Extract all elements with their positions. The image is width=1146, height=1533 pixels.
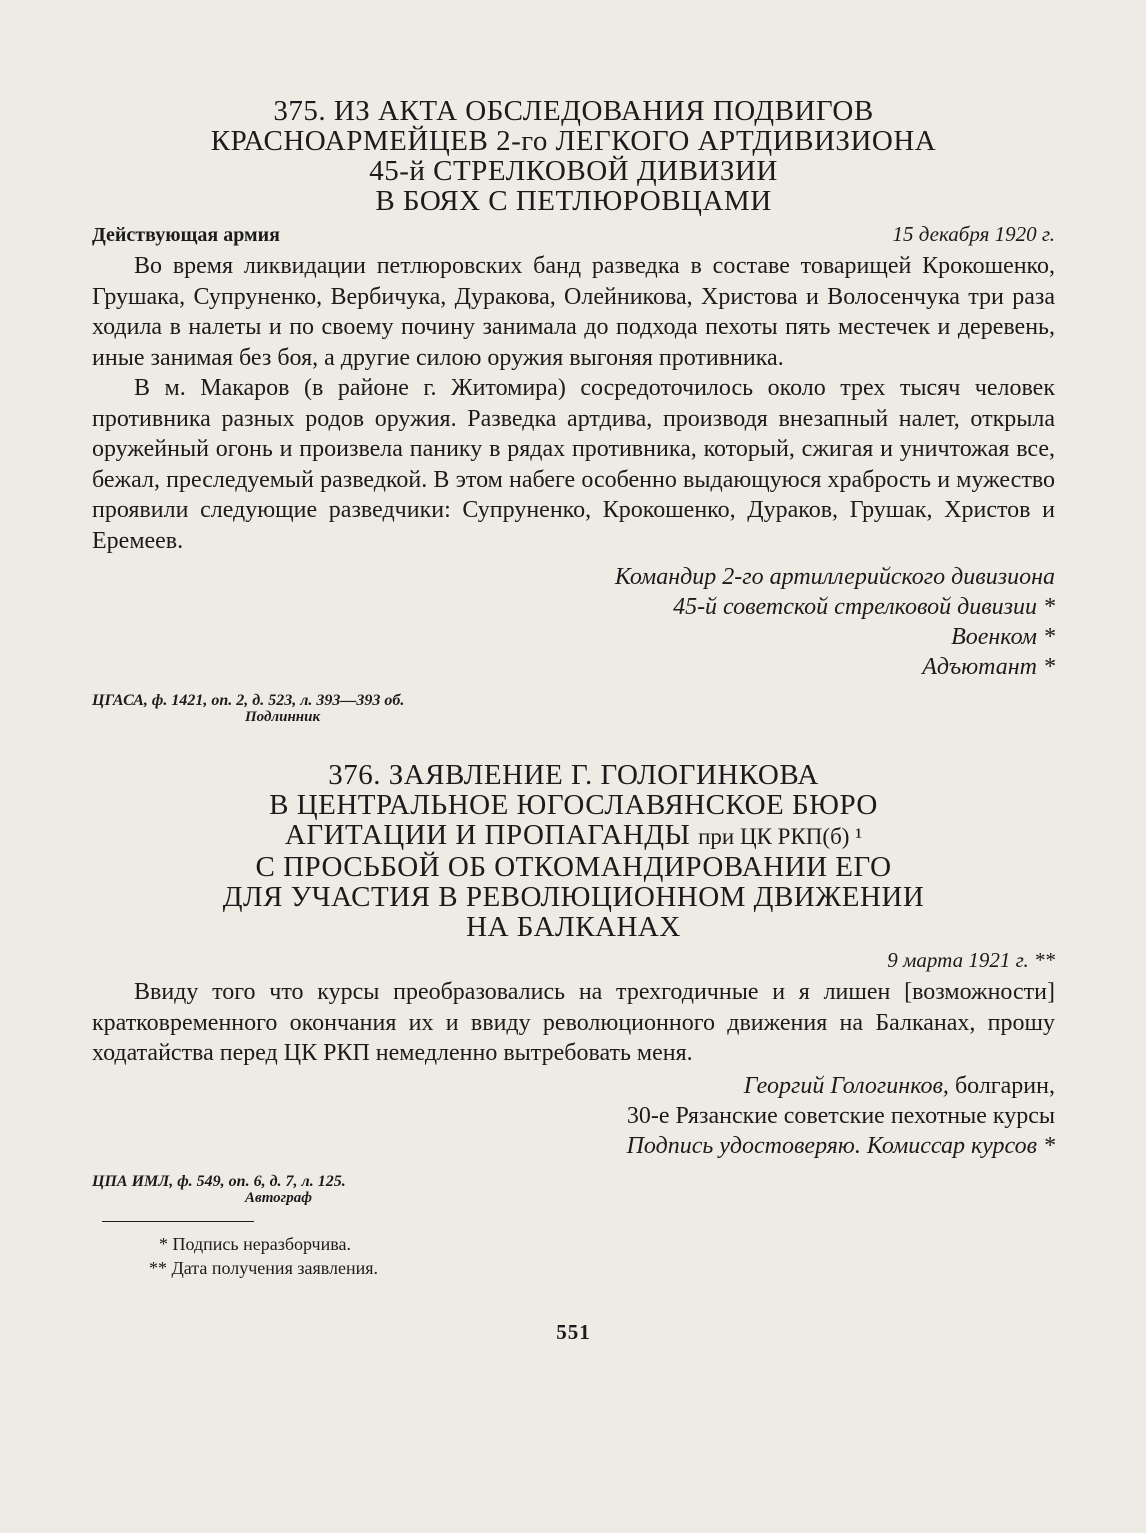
archive-kind: Подлинник <box>245 709 321 725</box>
footnote: ** Дата получения заявления. <box>149 1257 378 1278</box>
signature-line <box>92 1071 1055 1101</box>
doc376-title-line: 376. ЗАЯВЛЕНИЕ Г. ГОЛОГИНКОВА <box>328 759 819 791</box>
signature-line: 45-й советской стрелковой дивизии * <box>673 594 1055 620</box>
doc375-place: Действующая армия <box>92 224 280 246</box>
doc375-title-line: 375. ИЗ АКТА ОБСЛЕДОВАНИЯ ПОДВИГОВ <box>273 95 874 127</box>
document-page <box>92 96 1055 1345</box>
footnote: * Подпись неразборчива. <box>159 1233 351 1254</box>
doc376-title-main: АГИТАЦИИ И ПРОПАГАНДЫ <box>284 819 691 851</box>
doc376-paragraph: Ввиду того что курсы преобразовались на трехгодичные и я лишен [возможности] кратковременного окончания их и ввиду революционного движения на Балканах, прошу ходатайства перед ЦК РКП немедленно вытребовать меня. <box>92 979 1055 1066</box>
doc376-title <box>92 760 1055 942</box>
doc376-title-line: В ЦЕНТРАЛЬНОЕ ЮГОСЛАВЯНСКОЕ БЮРО <box>269 789 878 821</box>
doc375-title <box>92 96 1055 216</box>
doc376-title-line <box>92 820 1055 852</box>
signer-nationality: болгарин, <box>948 1072 1055 1099</box>
doc376-signatures <box>92 1071 1055 1161</box>
archive-kind: Автограф <box>245 1189 312 1206</box>
signer-courses: 30-е Рязанские советские пехотные курсы <box>626 1102 1055 1129</box>
doc376-title-line: С ПРОСЬБОЙ ОБ ОТКОМАНДИРОВАНИИ ЕГО <box>255 851 892 883</box>
doc375-title-line: КРАСНОАРМЕЙЦЕВ 2-го ЛЕГКОГО АРТДИВИЗИОНА <box>210 125 937 157</box>
doc376-title-line: НА БАЛКАНАХ <box>466 911 681 943</box>
doc375-dateline <box>92 222 1055 247</box>
doc375-signatures <box>92 562 1055 682</box>
footnotes <box>149 1232 1055 1280</box>
signer-name: Георгий Гологинков, <box>743 1072 949 1099</box>
doc376-dateline <box>92 948 1055 973</box>
signature-line: Военком * <box>951 624 1055 650</box>
doc376-title-line: ДЛЯ УЧАСТИЯ В РЕВОЛЮЦИОННОМ ДВИЖЕНИИ <box>222 881 925 913</box>
archive-reference: ЦГАСА, ф. 1421, оп. 2, д. 523, л. 393—393 об. <box>92 692 405 709</box>
doc375-archive <box>92 692 1055 732</box>
doc376-title-small: при ЦК РКП(б) ¹ <box>698 824 863 849</box>
doc376-date: 9 марта 1921 г. ** <box>887 948 1055 972</box>
archive-reference: ЦПА ИМЛ, ф. 549, оп. 6, д. 7, л. 125. <box>92 1172 346 1190</box>
certification-line: Подпись удостоверяю. Комиссар курсов * <box>626 1132 1055 1159</box>
doc375-title-line: 45-й СТРЕЛКОВОЙ ДИВИЗИИ <box>369 155 778 187</box>
signature-line: Командир 2-го артиллерийского дивизиона <box>614 564 1055 590</box>
signature-line: Адъютант * <box>922 654 1055 680</box>
document-376 <box>92 760 1055 1213</box>
doc376-archive <box>92 1173 1055 1213</box>
page-number: 551 <box>556 1319 591 1344</box>
doc375-date: 15 декабря 1920 г. <box>892 222 1055 246</box>
doc375-paragraph: Во время ликвидации петлюровских банд разведка в составе товарищей Крокошенко, Грушака, Супруненко, Вербичука, Дуракова, Олейникова, Христова и Волосенчука три раза ходила в налеты и по своему почину занимала до подхода пехоты пять местечек и деревень, иные занимая без боя, а другие силою оружия выгоняя противника. <box>92 253 1055 371</box>
footnote-divider <box>102 1221 254 1222</box>
document-375 <box>92 96 1055 732</box>
doc375-title-line: В БОЯХ С ПЕТЛЮРОВЦАМИ <box>375 185 772 217</box>
doc375-paragraph: В м. Макаров (в районе г. Житомира) сосредоточилось около трех тысяч человек противника разных родов оружия. Разведка артдива, производя внезапный налет, открыла оружейный огонь и произвела панику в рядах противника, который, сжигая и уничтожая все, бежал, преследуемый разведкой. В этом набеге особенно выдающуюся храбрость и мужество проявили следующие разведчики: Супруненко, Крокошенко, Дураков, Грушак, Христов и Еремеев. <box>92 375 1055 554</box>
